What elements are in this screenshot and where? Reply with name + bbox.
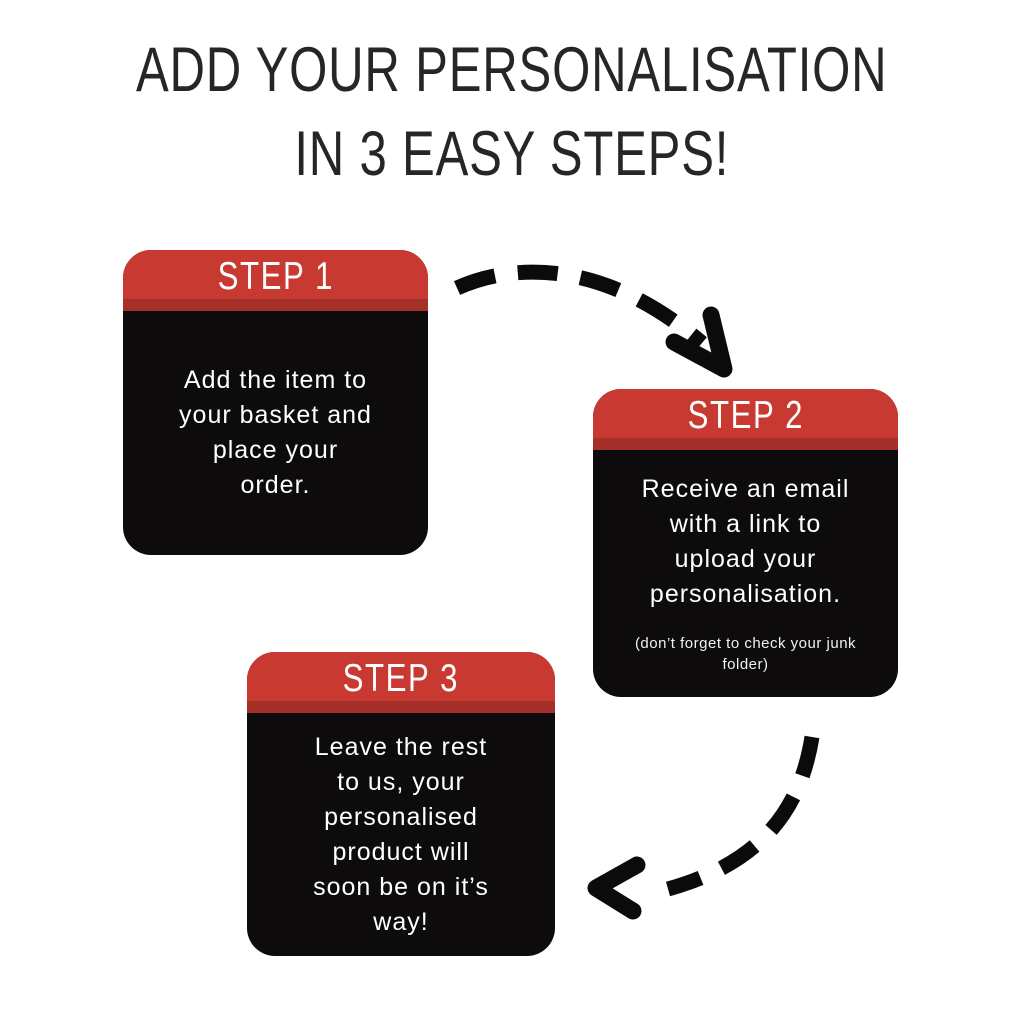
arrow-step1-to-step2-icon	[440, 238, 750, 388]
step-3-body	[247, 713, 555, 956]
step-2-card	[593, 389, 898, 697]
step-2-header	[593, 389, 898, 438]
title-line-1	[0, 28, 1024, 112]
step-3-header	[247, 652, 555, 701]
step-2-note: (don’t forget to check your junk folder)	[634, 635, 857, 673]
step-1-header	[123, 250, 428, 299]
step-3-card	[247, 652, 555, 956]
page-title	[0, 28, 1024, 196]
step-3-label: STEP 3	[342, 657, 460, 700]
step-1-body	[123, 311, 428, 555]
step-2-body	[593, 450, 898, 633]
title-line-2	[0, 112, 1024, 196]
step-2-label: STEP 2	[687, 394, 804, 437]
title-line-1-text: ADD YOUR PERSONALISATION	[136, 35, 888, 105]
step-1-label: STEP 1	[217, 255, 334, 298]
arrow-step2-to-step3-icon	[568, 708, 858, 933]
step-1-card	[123, 250, 428, 555]
title-line-2-text: IN 3 EASY STEPS!	[294, 119, 730, 189]
step-3-description: Leave the rest to us, your personalised product will soon be on it’s way!	[313, 732, 489, 936]
step-2-description: Receive an email with a link to upload your personalisation.	[641, 474, 850, 608]
step-1-description: Add the item to your basket and place your order.	[179, 366, 372, 499]
